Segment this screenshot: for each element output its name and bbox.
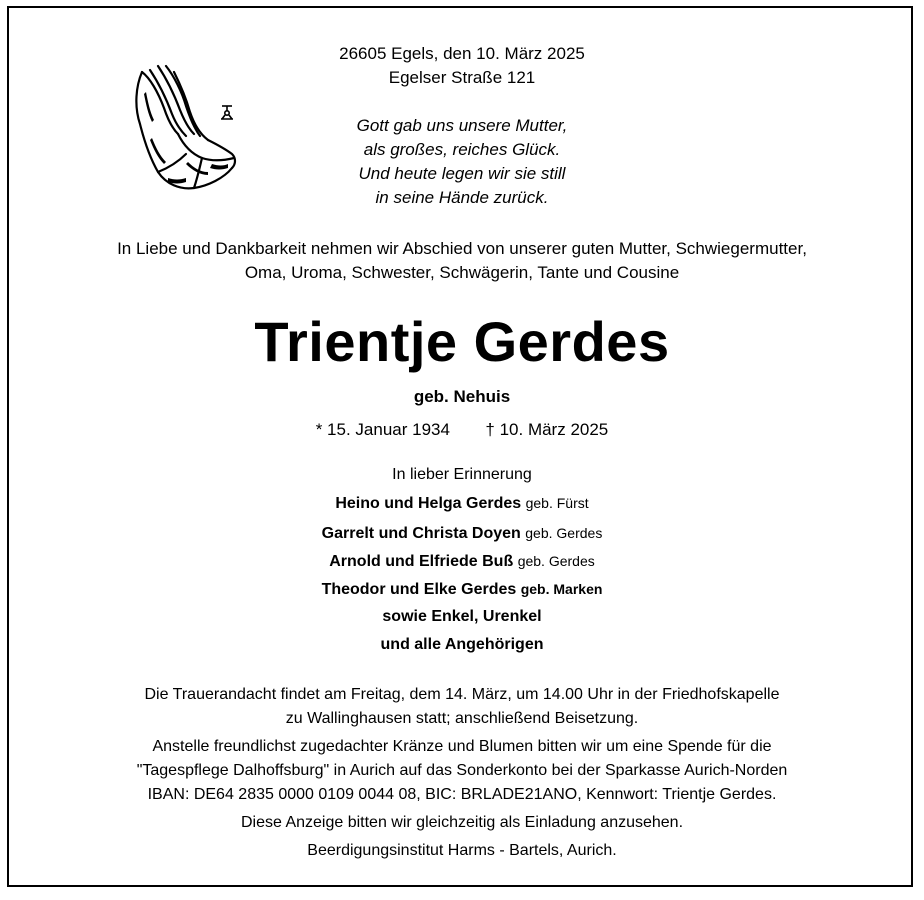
poem-line: in seine Hände zurück.: [375, 188, 549, 207]
family-line: [0, 488, 924, 519]
info-line: IBAN: DE64 2835 0000 0109 0044 08, BIC: BRLADE21ANO, Kennwort: Trientje Gerdes.: [147, 786, 777, 803]
info-line: "Tagespflege Dalhoffsburg" in Aurich auf das Sonderkonto bei der Sparkasse Aurich-Norden: [136, 762, 788, 779]
family-line: [0, 574, 924, 605]
family-names: Theodor und Elke Gerdes: [321, 581, 517, 598]
family-line: [0, 518, 924, 549]
maiden-name: geb. Nehuis: [413, 387, 511, 406]
family-note: geb. Gerdes: [525, 525, 603, 541]
info-line: Die Trauerandacht findet am Freitag, dem 14. März, um 14.00 Uhr in der Friedhofskapelle: [144, 686, 780, 703]
family-extra: und alle Angehörigen: [380, 636, 544, 653]
street-address: Egelser Straße 121: [388, 68, 536, 87]
poem-line: Und heute legen wir sie still: [358, 164, 566, 183]
info-line: Anstelle freundlichst zugedachter Kränze und Blumen bitten wir um eine Spende für die: [152, 738, 772, 755]
deceased-name: Trientje Gerdes: [254, 310, 670, 373]
family-names: Arnold und Elfriede Buß: [329, 553, 514, 570]
poem-line: Gott gab uns unsere Mutter,: [356, 116, 568, 135]
info-line: Diese Anzeige bitten wir gleichzeitig als Einladung anzusehen.: [240, 814, 684, 831]
family-extra: sowie Enkel, Urenkel: [382, 608, 542, 625]
family-line: [0, 546, 924, 577]
intro-line: Oma, Uroma, Schwester, Schwägerin, Tante und Cousine: [244, 263, 680, 282]
place-date: 26605 Egels, den 10. März 2025: [339, 44, 585, 63]
info-line: zu Wallinghausen statt; anschließend Beisetzung.: [285, 710, 639, 727]
family-note: geb. Gerdes: [517, 553, 595, 569]
family-names: Heino und Helga Gerdes: [335, 495, 522, 512]
info-line: Beerdigungsinstitut Harms - Bartels, Aurich.: [307, 842, 617, 859]
family-names: Garrelt und Christa Doyen: [321, 525, 521, 542]
poem-line: als großes, reiches Glück.: [363, 140, 561, 159]
birth-date: * 15. Januar 1934: [315, 420, 450, 439]
family-note: geb. Marken: [520, 581, 603, 597]
family-note: geb. Fürst: [525, 495, 589, 511]
life-dates: [0, 420, 924, 440]
memory-heading: In lieber Erinnerung: [392, 466, 532, 483]
death-date: † 10. März 2025: [485, 420, 609, 439]
intro-line: In Liebe und Dankbarkeit nehmen wir Abschied von unserer guten Mutter, Schwiegermutter,: [117, 239, 807, 258]
